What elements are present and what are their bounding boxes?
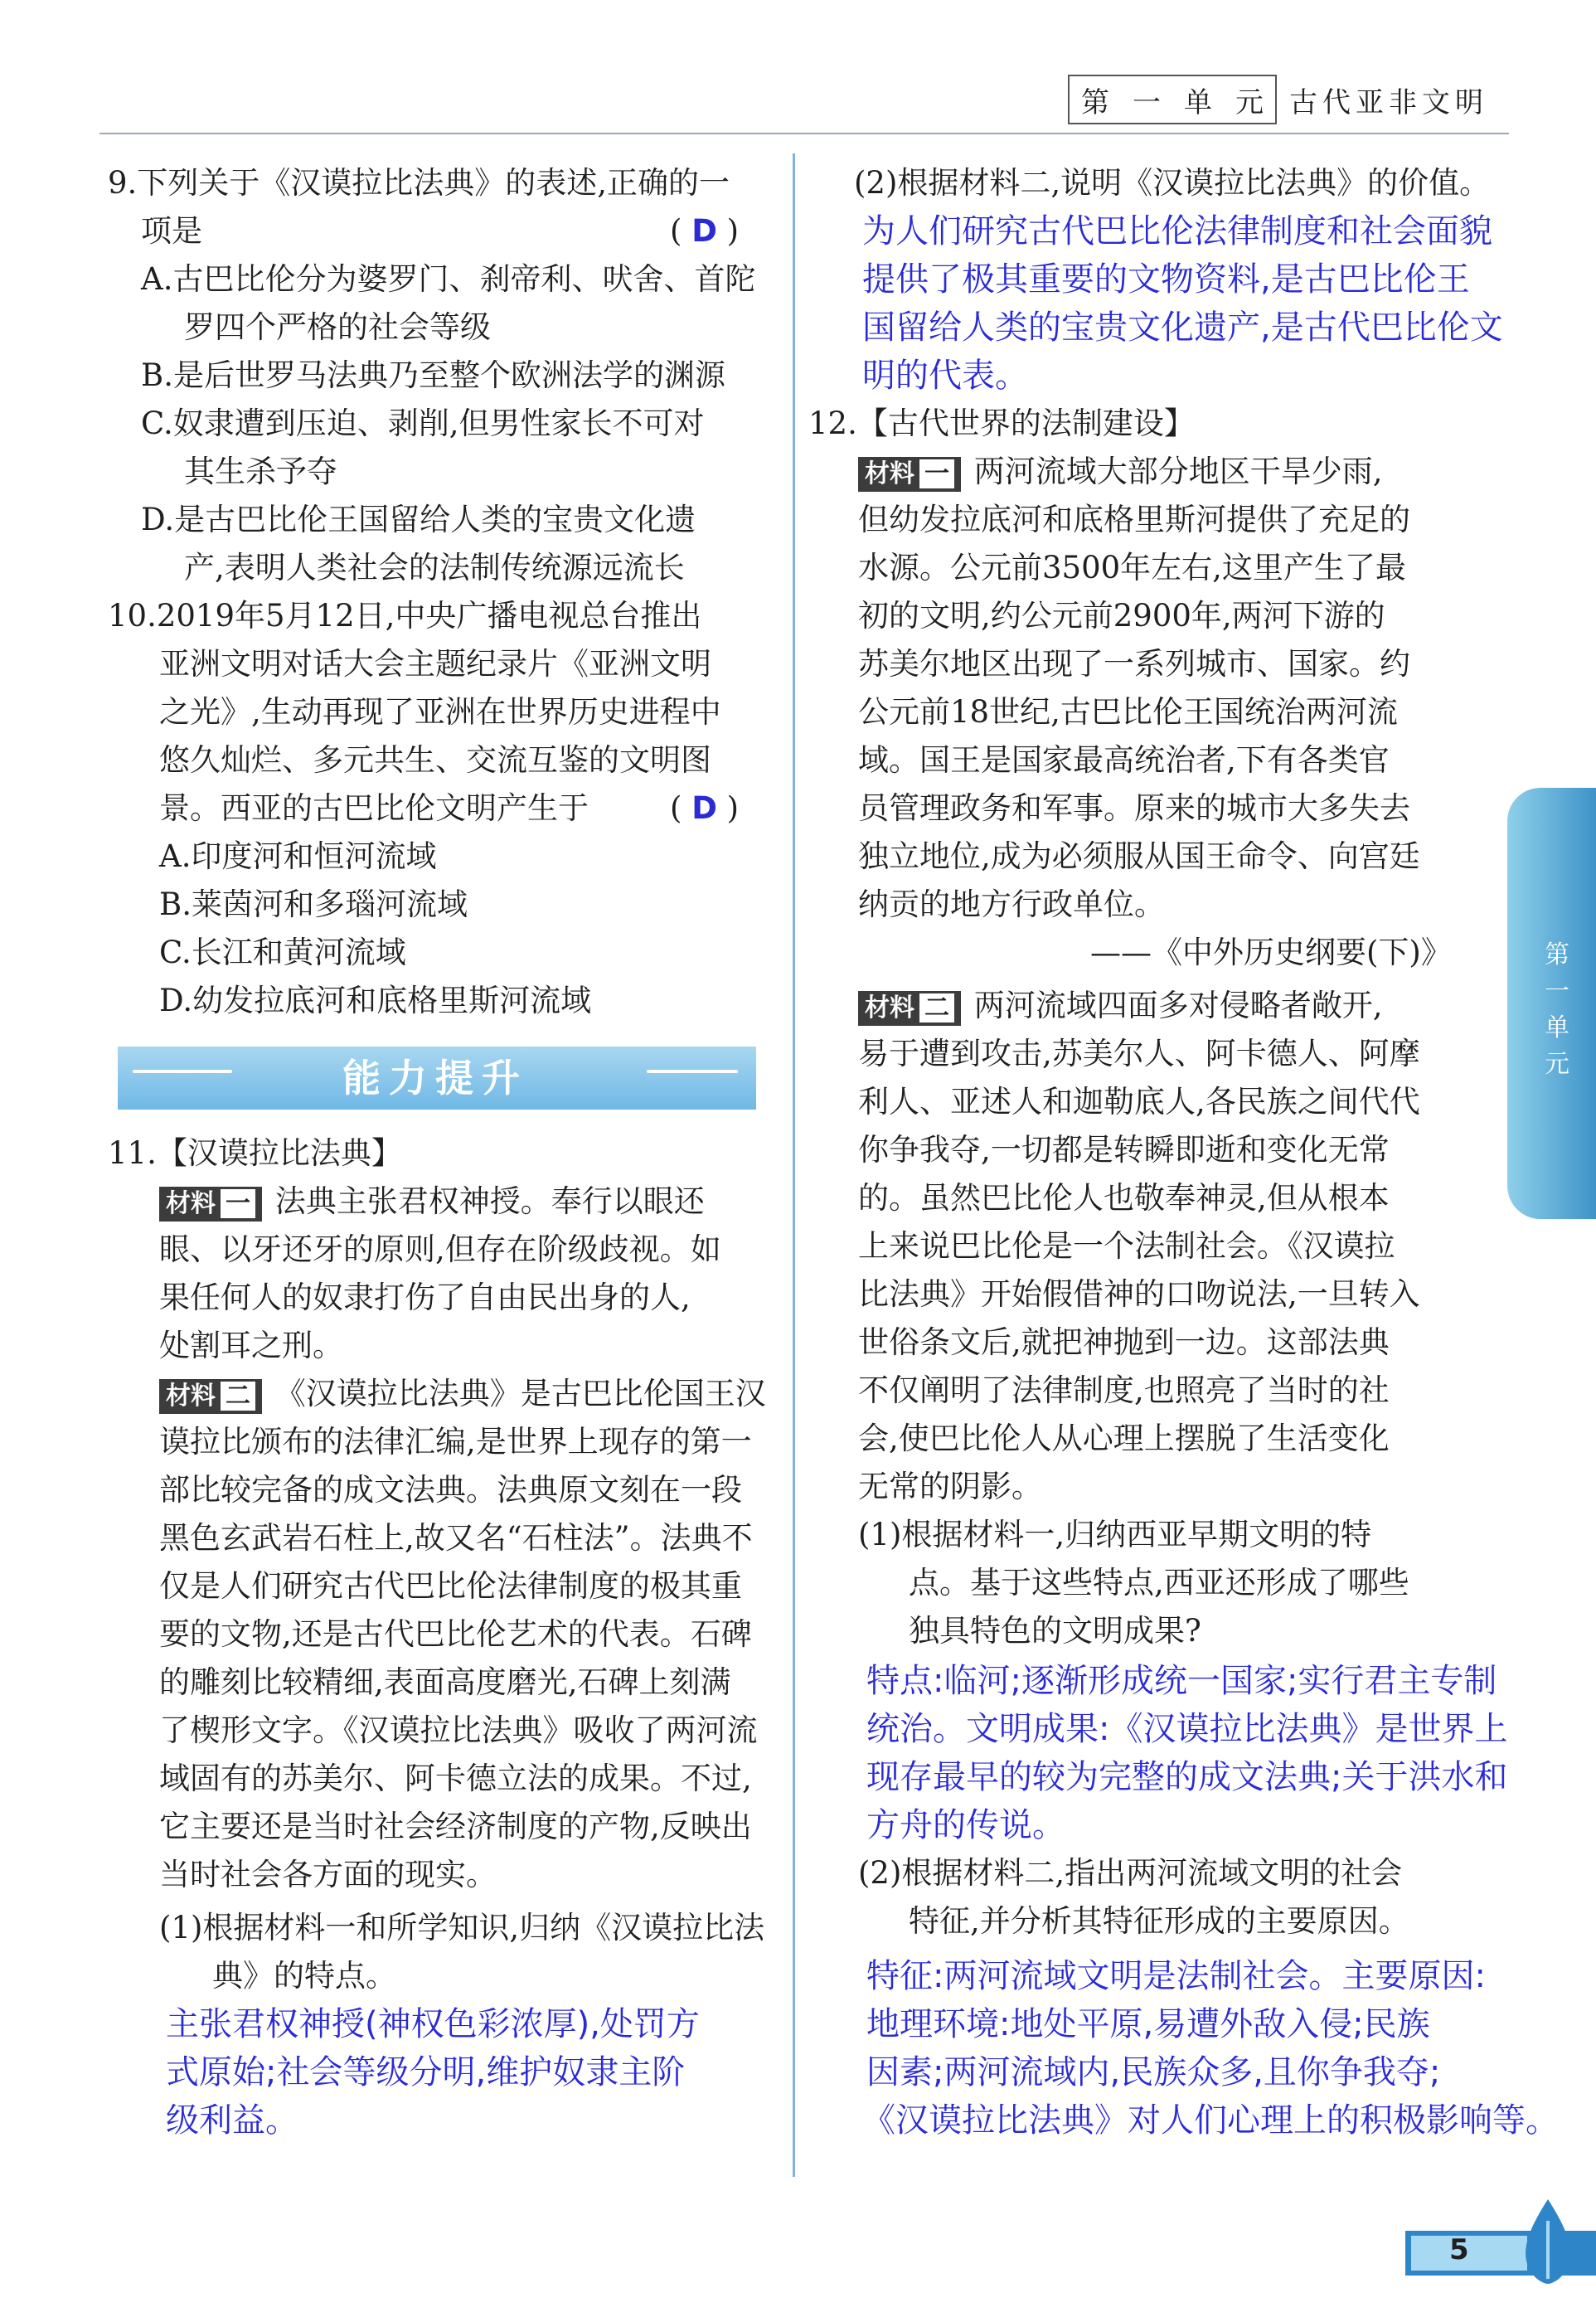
unit-char: 单 xyxy=(1184,85,1212,119)
q9-option: 罗四个严格的社会等级 xyxy=(184,309,491,345)
q12-prompt-2: (2)根据材料二,指出两河流域文明的社会 xyxy=(858,1855,1403,1891)
q10-option: B.莱茵河和多瑙河流域 xyxy=(159,886,468,922)
q12-prompt-2: 特征,并分析其特征形成的主要原因。 xyxy=(909,1903,1409,1939)
q11-material-2-line: 要的文物,还是古代巴比伦艺术的代表。石碑 xyxy=(159,1616,752,1652)
q12-prompt-1: 独具特色的文明成果? xyxy=(909,1613,1201,1649)
q12-material-1-line: 域。国王是国家最高统治者,下有各类官 xyxy=(858,742,1390,778)
q11-answer-1: 级利益。 xyxy=(166,2101,298,2140)
q11-material-1-line: 果任何人的奴隶打伤了自由民出身的人, xyxy=(159,1280,691,1315)
q10-answer: D xyxy=(691,790,717,826)
q11-material-2-line: 部比较完备的成文法典。法典原文刻在一段 xyxy=(159,1472,742,1508)
q11-material-1-line: 处割耳之刑。 xyxy=(159,1328,343,1363)
leaf-icon xyxy=(1519,2196,1577,2287)
q10-stem: 亚洲文明对话大会主题纪录片《亚洲文明 xyxy=(159,646,711,682)
q12-material-2-line: 不仅阐明了法律制度,也照亮了当时的社 xyxy=(858,1372,1390,1408)
q11-answer-1: 式原始;社会等级分明,维护奴隶主阶 xyxy=(166,2053,686,2091)
q11-prompt-1: (1)根据材料一和所学知识,归纳《汉谟拉比法 xyxy=(159,1910,765,1945)
q11-material-2-line: 了楔形文字。《汉谟拉比法典》吸收了两河流 xyxy=(159,1712,758,1748)
q11-prompt-1: 典》的特点。 xyxy=(212,1958,396,1994)
q11-material-1-line: 眼、以牙还牙的原则,但存在阶级歧视。如 xyxy=(159,1231,721,1267)
unit-side-tab-label: 第一单元 xyxy=(1545,940,1569,1079)
q11-material-2-line: 它主要还是当时社会经济制度的产物,反映出 xyxy=(159,1809,752,1844)
q10-option: D.幼发拉底河和底格里斯河流域 xyxy=(159,983,592,1018)
q12-material-1-line: 独立地位,成为必须服从国王命令、向宫廷 xyxy=(858,838,1420,874)
q9-option: B.是后世罗马法典乃至整个欧洲法学的渊源 xyxy=(141,357,725,393)
q10-option: C.长江和黄河流域 xyxy=(159,935,406,970)
material-tag: 材料 一 xyxy=(858,457,961,492)
q11-material-2-line: 当时社会各方面的现实。 xyxy=(159,1857,497,1892)
q11-material-2-line: 域固有的苏美尔、阿卡德立法的成果。不过, xyxy=(159,1761,752,1796)
q11-material-2-line: 仅是人们研究古代巴比伦法律制度的极其重 xyxy=(159,1568,742,1604)
q11-material-2-line: 黑色玄武岩石柱上,故又名“石柱法”。法典不 xyxy=(159,1520,753,1556)
q11-material-1-line: 材料 一 法典主张君权神授。奉行以眼还 xyxy=(159,1178,705,1226)
q11-prompt-2: (2)根据材料二,说明《汉谟拉比法典》的价值。 xyxy=(854,165,1491,201)
q12-answer-1: 现存最早的较为完整的成文法典;关于洪水和 xyxy=(866,1758,1508,1796)
q11-material-2-line: 材料 二 《汉谟拉比法典》是古巴比伦国王汉 xyxy=(159,1370,766,1418)
page-number-box xyxy=(1411,2236,1527,2271)
q12-prompt-1: 点。基于这些特点,西亚还形成了哪些 xyxy=(909,1565,1409,1601)
q9-stem-2: 项是 xyxy=(141,213,202,249)
q12-prompt-1: (1)根据材料一,归纳西亚早期文明的特 xyxy=(858,1517,1372,1552)
q12-material-2-line: 的。虽然巴比伦人也敬奉神灵,但从根本 xyxy=(858,1180,1390,1216)
q10-stem: 10.2019年5月12日,中央广播电视总台推出 xyxy=(108,598,702,634)
q12-material-2-line: 易于遭到攻击,苏美尔人、阿卡德人、阿摩 xyxy=(858,1036,1420,1071)
q12-material-1-line: 公元前18世纪,古巴比伦王国统治两河流 xyxy=(858,694,1398,730)
page-number: 5 xyxy=(1449,2233,1469,2266)
q12-material-2-line: 无常的阴影。 xyxy=(858,1469,1042,1504)
q12-answer-2: 地理环境:地处平原,易遭外敌入侵;民族 xyxy=(866,2005,1430,2043)
q12-answer-2: 《汉谟拉比法典》对人们心理上的积极影响等。 xyxy=(862,2101,1559,2140)
q12-material-2-line: 利人、亚述人和迦勒底人,各民族之间代代 xyxy=(858,1084,1420,1120)
q12-material-1-line: 水源。公元前3500年左右,这里产生了最 xyxy=(858,550,1406,585)
q10-stem: 景。西亚的古巴比伦文明产生于 xyxy=(159,790,589,826)
q10-stem: 之光》,生动再现了亚洲在世界历史进程中 xyxy=(159,694,721,730)
q11-answer-2: 提供了极其重要的文物资料,是古巴比伦王 xyxy=(862,260,1470,299)
q12-source: ——《中外历史纲要(下)》 xyxy=(1090,935,1452,970)
q9-answer: D xyxy=(691,213,717,249)
q11-answer-2: 国留给人类的宝贵文化遗产,是古代巴比伦文 xyxy=(862,308,1503,347)
q11-answer-2: 明的代表。 xyxy=(862,357,1028,395)
material-tag: 材料 二 xyxy=(159,1379,262,1414)
q12-material-2-line: 比法典》开始假借神的口吻说法,一旦转入 xyxy=(858,1276,1420,1312)
column-divider xyxy=(793,153,795,2177)
unit-char: 第 xyxy=(1081,85,1109,119)
q9-option: 产,表明人类社会的法制传统源远流长 xyxy=(184,550,685,585)
q12-material-1-line: 但幼发拉底河和底格里斯河提供了充足的 xyxy=(858,502,1410,537)
unit-label-box xyxy=(1068,75,1277,124)
q11-answer-2: 为人们研究古代巴比伦法律制度和社会面貌 xyxy=(862,212,1492,250)
q11-material-2-line: 的雕刻比较精细,表面高度磨光,石碑上刻满 xyxy=(159,1664,731,1700)
q12-material-1-line: 初的文明,约公元前2900年,两河下游的 xyxy=(858,598,1385,634)
q9-option: D.是古巴比伦王国留给人类的宝贵文化遗 xyxy=(141,502,696,537)
material-tag: 材料 二 xyxy=(858,991,961,1026)
section-title: 能力提升 xyxy=(342,1056,528,1100)
q9-option: 其生杀予夺 xyxy=(184,454,337,489)
unit-title: 古代亚非文明 xyxy=(1289,86,1488,119)
q12-material-2-line: 上来说巴比伦是一个法制社会。《汉谟拉 xyxy=(858,1228,1395,1264)
q10-stem: 悠久灿烂、多元共生、交流互鉴的文明图 xyxy=(159,742,711,778)
q12-material-1-line: 材料 一 两河流域大部分地区干旱少雨, xyxy=(858,448,1383,496)
q11-title: 11.【汉谟拉比法典】 xyxy=(108,1135,402,1171)
unit-char: 元 xyxy=(1235,85,1264,119)
q12-answer-2: 因素;两河流域内,民族众多,且你争我夺; xyxy=(866,2053,1441,2091)
q9-option: A.古巴比伦分为婆罗门、刹帝利、吠舍、首陀 xyxy=(141,261,756,297)
q9-answer-paren: ( D ) xyxy=(670,213,740,249)
q9-stem-1: 9.下列关于《汉谟拉比法典》的表述,正确的一 xyxy=(108,165,730,201)
q12-material-1-line: 苏美尔地区出现了一系列城市、国家。约 xyxy=(858,646,1410,682)
unit-char: 一 xyxy=(1133,85,1161,119)
q12-answer-1: 统治。文明成果:《汉谟拉比法典》是世界上 xyxy=(866,1710,1508,1748)
q10-option: A.印度河和恒河流域 xyxy=(159,838,437,874)
material-tag: 材料 一 xyxy=(159,1187,262,1222)
q12-answer-1: 特点:临河;逐渐形成统一国家;实行君主专制 xyxy=(866,1662,1497,1700)
q12-answer-1: 方舟的传说。 xyxy=(866,1806,1065,1844)
q12-material-2-line: 世俗条文后,就把神抛到一边。这部法典 xyxy=(858,1324,1390,1360)
q12-material-2-line: 材料 二 两河流域四面多对侵略者敞开, xyxy=(858,982,1383,1030)
q12-title: 12.【古代世界的法制建设】 xyxy=(808,406,1195,441)
q12-material-1-line: 员管理政务和军事。原来的城市大多失去 xyxy=(858,790,1410,826)
q10-answer-paren: ( D ) xyxy=(670,790,740,826)
q12-material-2-line: 会,使巴比伦人从心理上摆脱了生活变化 xyxy=(858,1421,1390,1456)
q11-answer-1: 主张君权神授(神权色彩浓厚),处罚方 xyxy=(166,2005,700,2043)
q11-material-2-line: 谟拉比颁布的法律汇编,是世界上现存的第一 xyxy=(159,1424,752,1460)
q12-material-1-line: 纳贡的地方行政单位。 xyxy=(858,886,1165,922)
q9-option: C.奴隶遭到压迫、剥削,但男性家长不可对 xyxy=(141,406,705,441)
q12-material-2-line: 你争我夺,一切都是转瞬即逝和变化无常 xyxy=(858,1132,1390,1168)
q12-answer-2: 特征:两河流域文明是法制社会。主要原因: xyxy=(866,1957,1486,1995)
header-rule xyxy=(99,133,1509,134)
